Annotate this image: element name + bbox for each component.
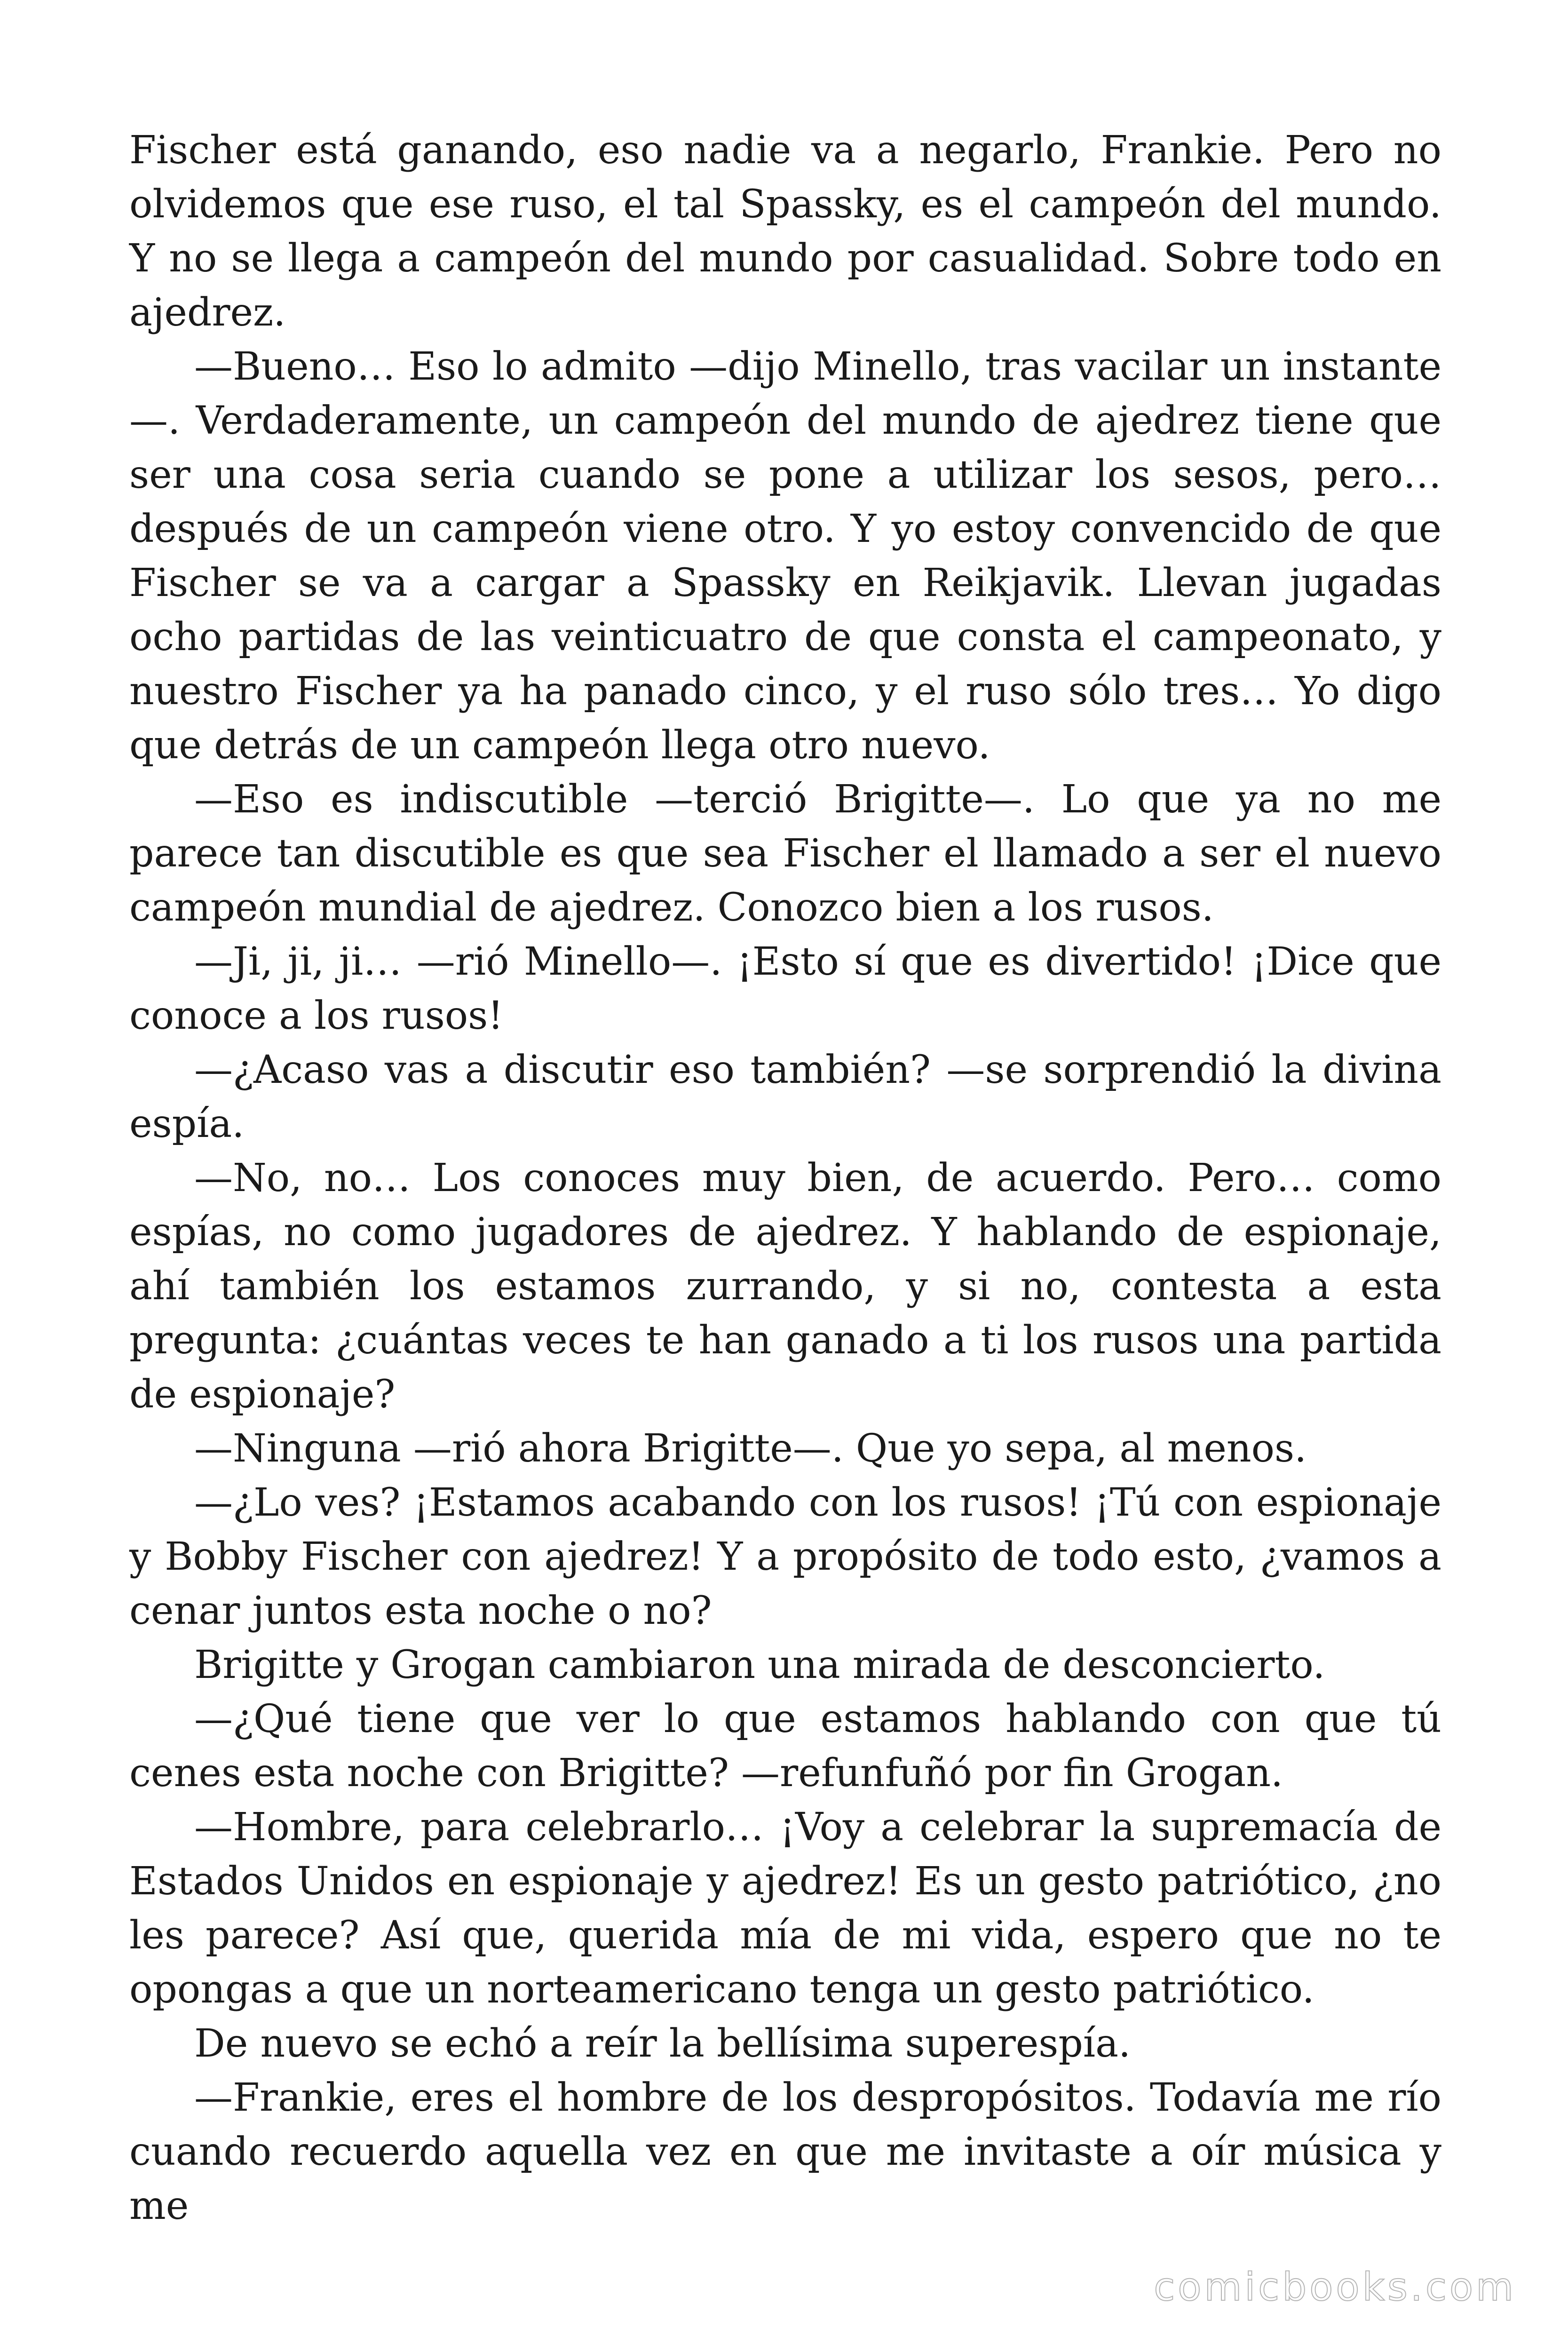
paragraph-8: —¿Lo ves? ¡Estamos acabando con los rusos! ¡Tú con espionaje y Bobby Fischer con ajedrez! Y a propósito de todo esto, ¿vamos a cenar juntos esta noche o no? <box>129 1480 1441 1633</box>
paragraph-11: —Hombre, para celebrarlo… ¡Voy a celebrar la supremacía de Estados Unidos en espionaje y ajedrez! Es un gesto patriótico, ¿no les parece? Así que, querida mía de mi vida, espero que no te opongas a que un norteamericano tenga un gesto patriótico. <box>129 1805 1441 2012</box>
paragraph-4: —Ji, ji, ji… —rió Minello—. ¡Esto sí que es divertido! ¡Dice que conoce a los rusos! <box>129 939 1441 1038</box>
paragraph-3: —Eso es indiscutible —terció Brigitte—. Lo que ya no me parece tan discutible es que sea Fischer el llamado a ser el nuevo campeón mundial de ajedrez. Conozco bien a los rusos. <box>129 777 1441 930</box>
paragraph-6: —No, no… Los conoces muy bien, de acuerdo. Pero… como espías, no como jugadores de ajedrez. Y hablando de espionaje, ahí también los estamos zurrando, y si no, contesta a esta pregunta: ¿cuántas veces te han ganado a ti los rusos una partida de espionaje? <box>129 1156 1441 1417</box>
watermark-logo: comicbooks.com <box>1154 2265 1516 2310</box>
paragraph-10: —¿Qué tiene que ver lo que estamos hablando con que tú cenes esta noche con Brigitte? —refunfuñó por fin Grogan. <box>129 1697 1441 1796</box>
paragraph-9: Brigitte y Grogan cambiaron una mirada de desconcierto. <box>194 1643 1325 1687</box>
paragraph-1: Fischer está ganando, eso nadie va a negarlo, Frankie. Pero no olvidemos que ese ruso, el tal Spassky, es el campeón del mundo. Y no se llega a campeón del mundo por casualidad. Sobre todo en ajedrez. <box>129 128 1441 335</box>
paragraph-5: —¿Acaso vas a discutir eso también? —se sorprendió la divina espía. <box>129 1048 1441 1146</box>
paragraph-2: —Bueno… Eso lo admito —dijo Minello, tras vacilar un instante —. Verdaderamente, un campeón del mundo de ajedrez tiene que ser una cosa seria cuando se pone a utilizar los sesos, pero… después de un campeón viene otro. Y yo estoy convencido de que Fischer se va a cargar a Spassky en Reikjavik. Llevan jugadas ocho partidas de las veinticuatro de que consta el campeonato, y nuestro Fischer ya ha panado cinco, y el ruso sólo tres… Yo digo que detrás de un campeón llega otro nuevo. <box>129 344 1441 768</box>
page-body <box>129 123 1441 2233</box>
paragraph-13: —Frankie, eres el hombre de los despropósitos. Todavía me río cuando recuerdo aquella vez en que me invitaste a oír música y me <box>129 2075 1441 2228</box>
paragraph-7: —Ninguna —rió ahora Brigitte—. Que yo sepa, al menos. <box>194 1426 1307 1471</box>
paragraph-12: De nuevo se echó a reír la bellísima superespía. <box>194 2021 1131 2066</box>
